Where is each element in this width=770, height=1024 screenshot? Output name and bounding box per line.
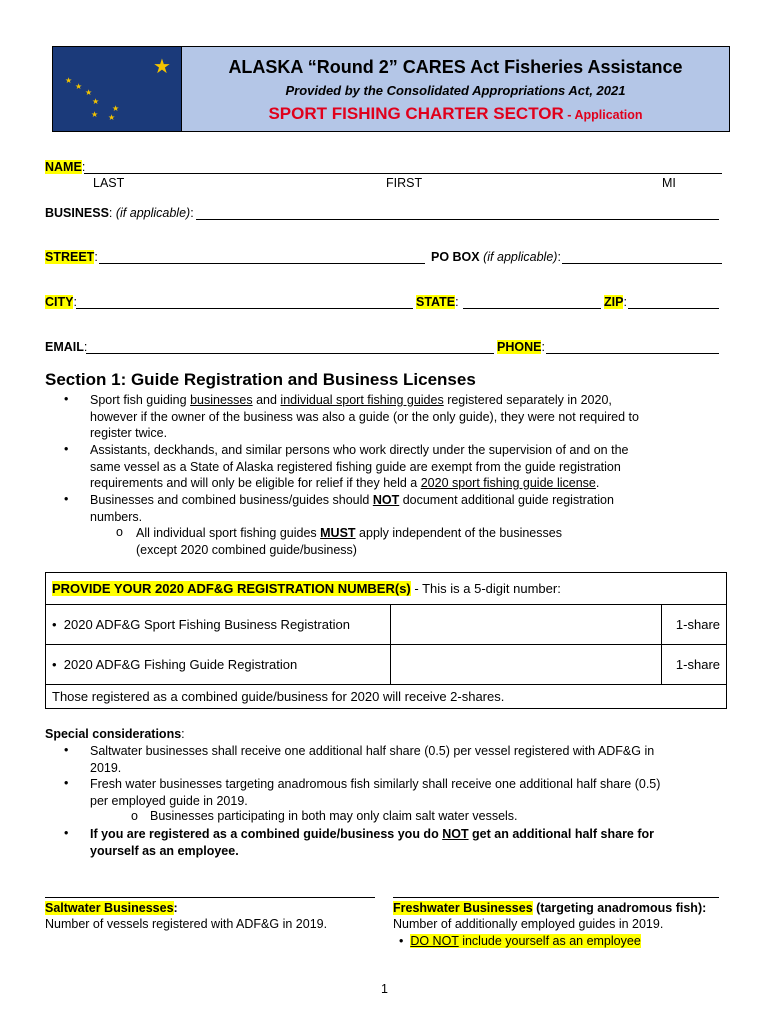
city-label: CITY: <box>45 295 77 309</box>
table-row <box>46 645 727 685</box>
saltwater-field[interactable] <box>45 897 375 898</box>
dipper-star-icon: ★ <box>75 82 83 91</box>
street-field[interactable] <box>99 263 425 264</box>
bullet-icon: • <box>64 743 69 757</box>
zip-label: ZIP: <box>604 295 627 309</box>
sub-bullet-icon: o <box>131 809 138 823</box>
phone-label: PHONE: <box>497 340 545 354</box>
sector-title <box>182 104 729 124</box>
email-field[interactable] <box>86 353 494 354</box>
last-caption: LAST <box>93 176 125 190</box>
phone-field[interactable] <box>546 353 719 354</box>
freshwater-label: Freshwater Businesses (targeting anadromous fish): <box>393 901 707 915</box>
bullet-item: Sport fish guiding businesses and individual sport fishing guides registered separately in 2020, however if the owner of the business was also a guide (or the only guide), they were not required to register twice. <box>90 393 639 440</box>
bullet-item: Saltwater businesses shall receive one additional half share (0.5) per vessel registered with ADF&G in 2019. <box>90 744 655 775</box>
business-field[interactable] <box>196 219 719 220</box>
page-subtitle: Provided by the Consolidated Appropriations Act, 2021 <box>285 83 626 98</box>
bullet-icon: • <box>64 776 69 790</box>
business-registration-input[interactable] <box>391 605 662 645</box>
table-footer-row <box>46 685 727 709</box>
bullet-icon: • <box>64 442 69 456</box>
row-label-cell: • 2020 ADF&G Sport Fishing Business Registration <box>46 605 391 645</box>
table-footer-cell: Those registered as a combined guide/business for 2020 will receive 2-shares. <box>46 685 727 709</box>
bullet-item: Fresh water businesses targeting anadromous fish similarly shall receive one additional half share (0.5) per employed guide in 2019. <box>90 777 661 808</box>
mi-caption: MI <box>662 176 676 190</box>
freshwater-field[interactable] <box>393 897 719 898</box>
state-label: STATE: <box>416 295 459 309</box>
section-heading: Section 1: Guide Registration and Business Licenses <box>45 370 476 389</box>
guide-registration-input[interactable] <box>391 645 662 685</box>
alaska-flag <box>53 47 182 131</box>
state-field[interactable] <box>463 308 601 309</box>
email-label: EMAIL: <box>45 340 88 354</box>
name-label: NAME: <box>45 160 86 174</box>
saltwater-desc: Number of vessels registered with ADF&G in 2019. <box>45 917 328 931</box>
sector-suffix: - Application <box>567 108 643 122</box>
pobox-field[interactable] <box>562 263 722 264</box>
zip-field[interactable] <box>628 308 719 309</box>
dipper-star-icon: ★ <box>65 76 73 85</box>
bullet-icon: • <box>64 492 69 506</box>
sector-name: SPORT FISHING CHARTER SECTOR <box>268 104 564 123</box>
special-heading: Special considerations: <box>45 727 185 741</box>
header-banner <box>52 46 730 132</box>
saltwater-label: Saltwater Businesses: <box>45 901 178 915</box>
bullet-item: Assistants, deckhands, and similar persons who work directly under the supervision of and on the same vessel as a State of Alaska registered fishing guide are exempt from the guide registration requirements and will only be eligible for relief if they held a 2020 sport fishing guide license. <box>90 443 629 490</box>
table-header-cell: PROVIDE YOUR 2020 ADF&G REGISTRATION NUMBER(s) - This is a 5-digit number: <box>46 573 727 605</box>
sub-bullet-item: All individual sport fishing guides MUST apply independent of the businesses (except 2020 combined guide/business) <box>136 526 562 557</box>
table-row <box>46 605 727 645</box>
north-star-icon: ★ <box>153 56 171 78</box>
city-field[interactable] <box>76 308 413 309</box>
header-text-block <box>182 47 729 131</box>
bullet-icon: • <box>64 826 69 840</box>
table-header-row <box>46 573 727 605</box>
page-title: ALASKA “Round 2” CARES Act Fisheries Assistance <box>228 57 683 77</box>
business-label: BUSINESS: (if applicable): <box>45 206 194 220</box>
share-cell: 1-share <box>662 645 727 685</box>
sub-bullet-item: Businesses participating in both may only claim salt water vessels. <box>150 809 518 823</box>
sub-bullet-icon: o <box>116 525 123 539</box>
share-cell: 1-share <box>662 605 727 645</box>
row-label-cell: • 2020 ADF&G Fishing Guide Registration <box>46 645 391 685</box>
dipper-star-icon: ★ <box>91 110 99 119</box>
pobox-label: PO BOX (if applicable): <box>431 250 561 264</box>
dipper-star-icon: ★ <box>112 104 120 113</box>
bullet-icon: • <box>64 392 69 406</box>
freshwater-note: • DO NOT include yourself as an employee <box>399 934 641 948</box>
dipper-star-icon: ★ <box>92 97 100 106</box>
freshwater-desc: Number of additionally employed guides in 2019. <box>393 917 664 931</box>
bullet-item: Businesses and combined business/guides should NOT document additional guide registration numbers. <box>90 493 614 524</box>
page-number: 1 <box>381 982 388 996</box>
bullet-item: If you are registered as a combined guide/business you do NOT get an additional half share for yourself as an employee. <box>90 827 655 858</box>
registration-table <box>45 572 727 709</box>
street-label: STREET: <box>45 250 98 264</box>
dipper-star-icon: ★ <box>108 113 116 122</box>
dipper-star-icon: ★ <box>85 88 93 97</box>
name-field[interactable] <box>84 173 722 174</box>
first-caption: FIRST <box>386 176 423 190</box>
